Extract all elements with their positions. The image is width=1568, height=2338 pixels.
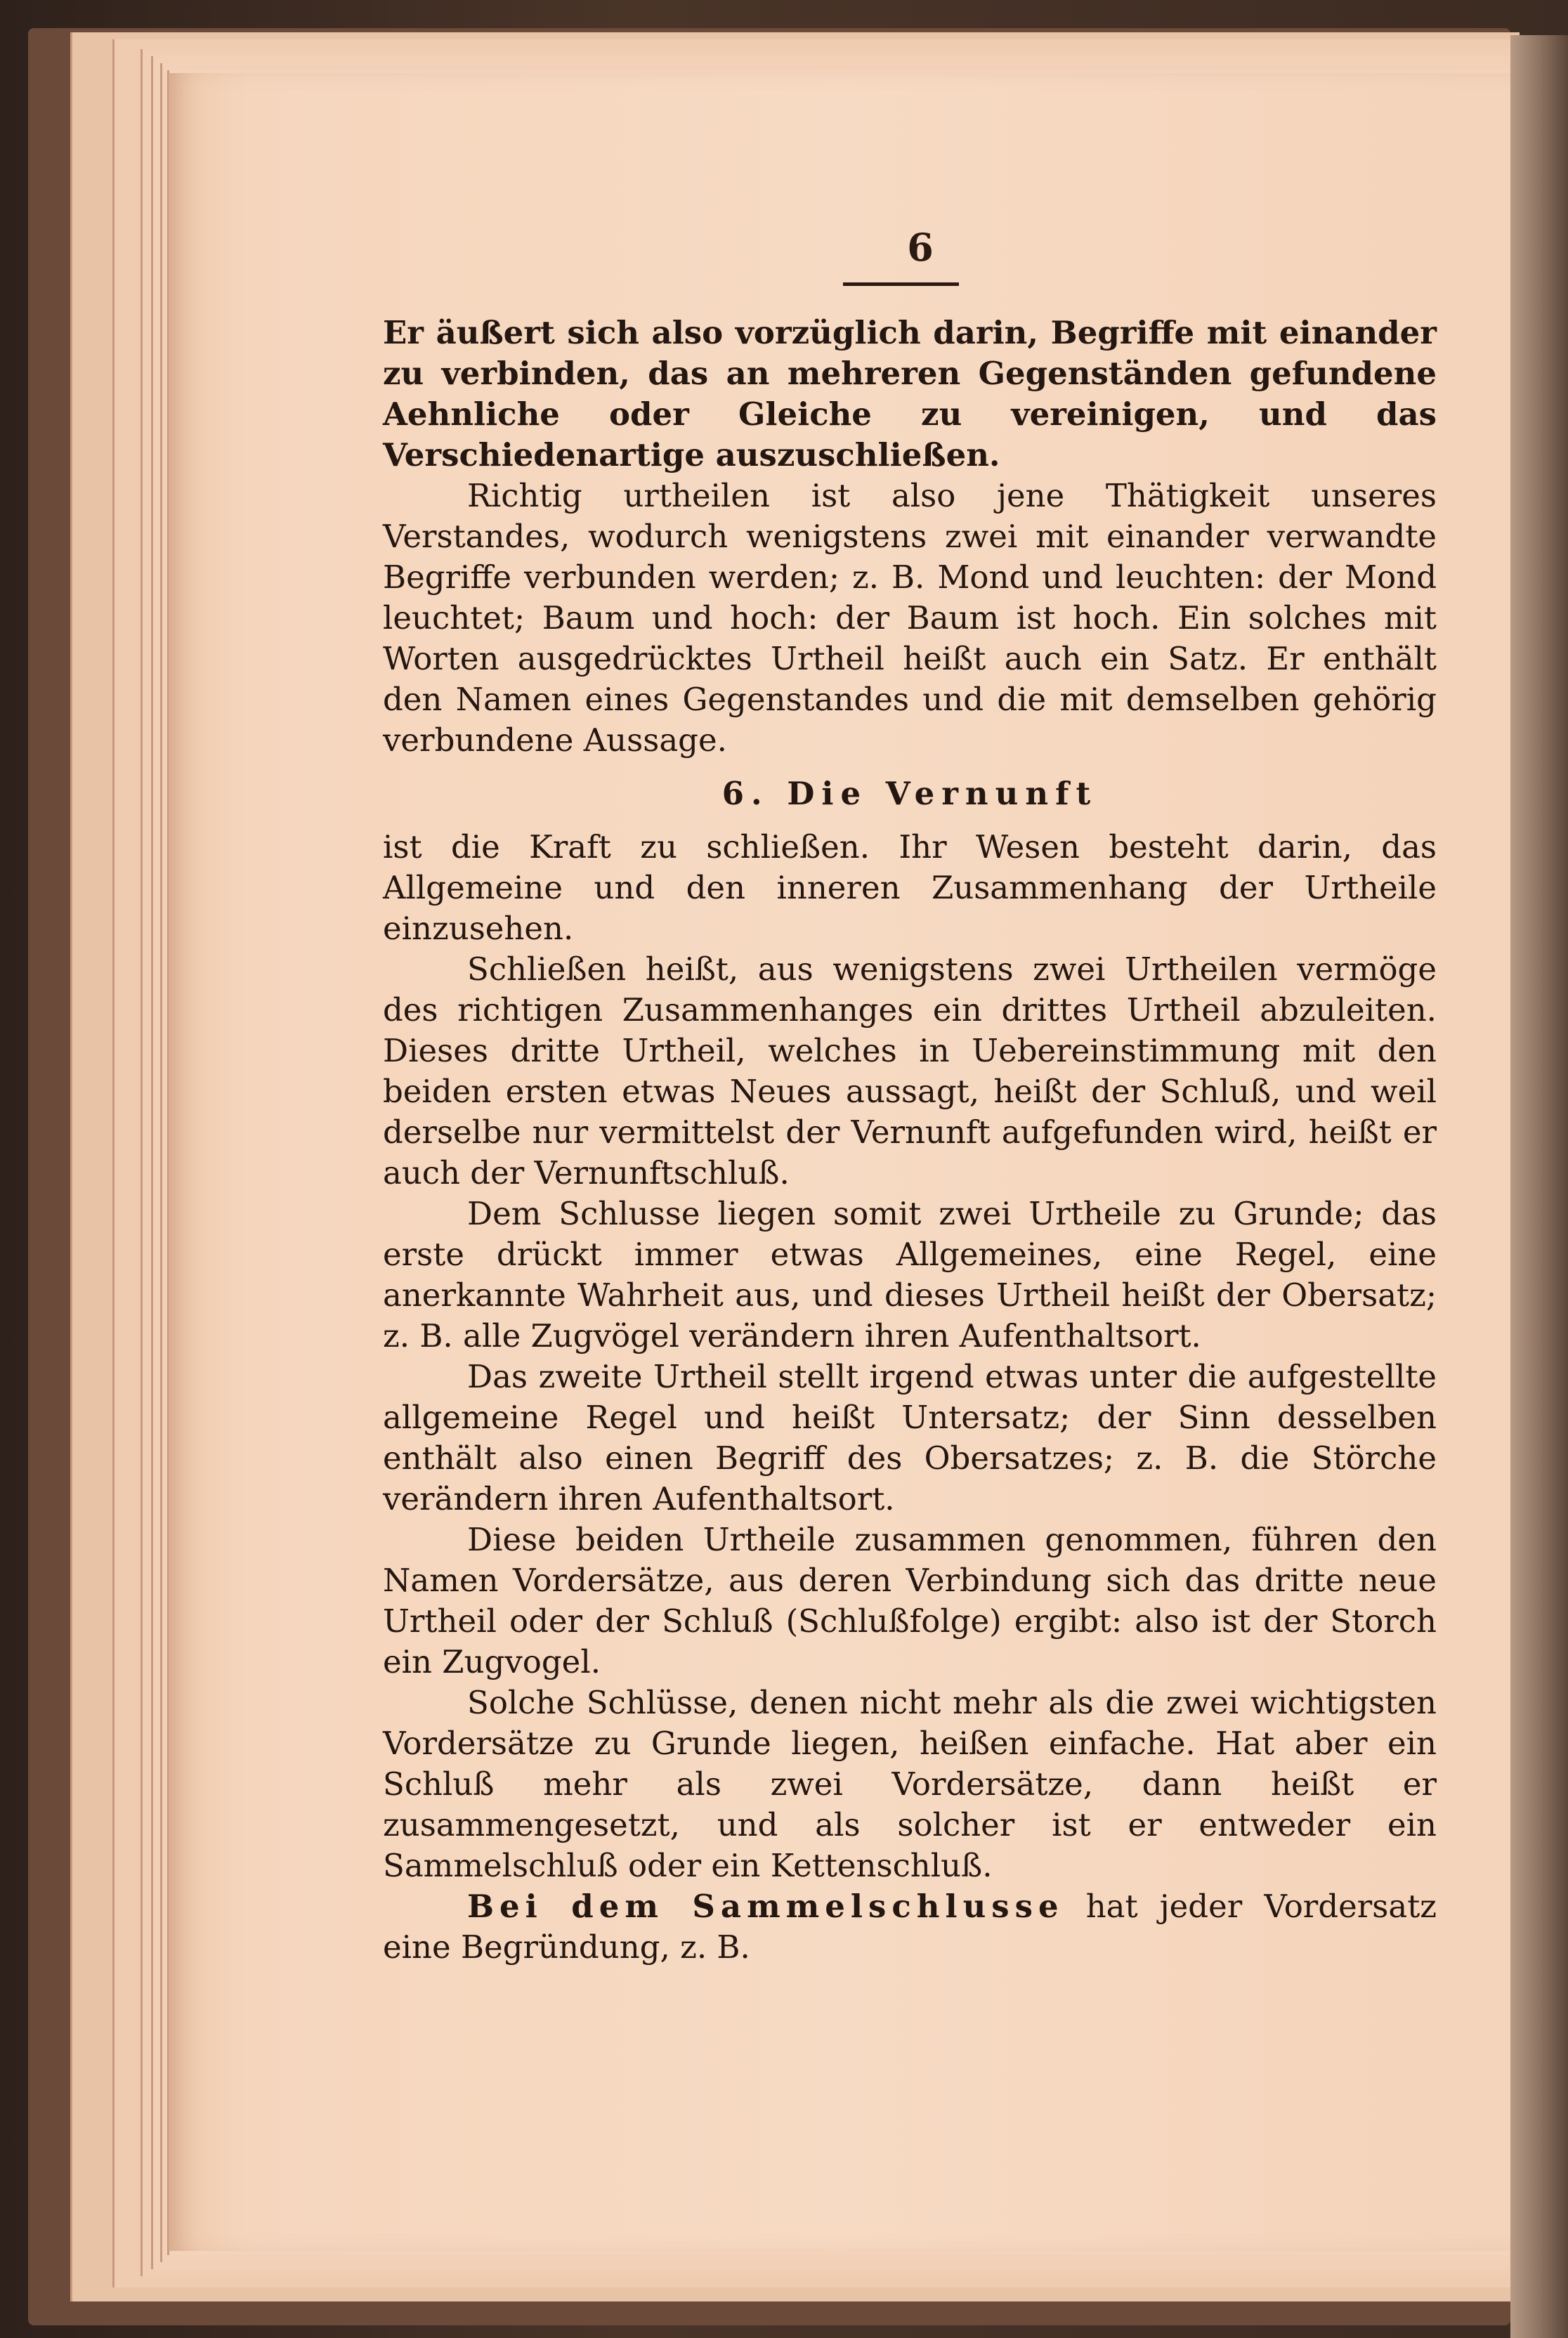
paragraph-rest: hat jeder Vordersatz eine Begründung, z. B. <box>383 1888 1437 1966</box>
paragraph <box>383 1886 1437 1968</box>
section-heading: 6. Die Vernunft <box>721 775 1098 812</box>
paragraph: Er äußert sich also vorzüglich darin, Begriffe mit einander zu verbinden, das an mehreren Gegenständen gefundene Aehnliche oder Gleiche zu vereinigen, und das Verschiedenartige auszuschließen. <box>383 314 1437 474</box>
paragraph: Richtig urtheilen ist also jene Thätigkeit unseres Verstandes, wodurch wenigstens zwei mit einander verwandte Begriffe verbunden werden; z. B. Mond und leuchten: der Mond leuchtet; Baum und hoch: der Baum ist hoch. Ein solches mit Worten ausgedrücktes Urtheil heißt auch ein Satz. Er enthält den Namen eines Gegenstandes und die mit demselben gehörig verbundene Aussage. <box>383 477 1437 759</box>
paragraph: Diese beiden Urtheile zusammen genommen, führen den Namen Vordersätze, aus deren Verbindung sich das dritte neue Urtheil oder der Schluß (Schlußfolge) ergibt: also ist der Storch ein Zugvogel. <box>383 1521 1437 1680</box>
paragraph: Schließen heißt, aus wenigstens zwei Urtheilen vermöge des richtigen Zusammenhanges ein drittes Urtheil abzuleiten. Dieses dritte Urtheil, welches in Uebereinstimmung mit den beiden ersten etwas Neues aussagt, heißt der Schluß, und weil derselbe nur vermittelst der Vernunft aufgefunden wird, heißt er auch der Vernunftschluß. <box>383 951 1437 1191</box>
paragraph: ist die Kraft zu schließen. Ihr Wesen besteht darin, das Allgemeine und den inneren Zusammenhang der Urtheile einzusehen. <box>383 828 1437 947</box>
page-number: 6 <box>907 225 934 270</box>
paragraph: Das zweite Urtheil stellt irgend etwas unter die aufgestellte allgemeine Regel und heißt Untersatz; der Sinn desselben enthält also einen Begriff des Obersatzes; z. B. die Störche verändern ihren Aufenthaltsort. <box>383 1358 1437 1517</box>
paragraph: Solche Schlüsse, denen nicht mehr als die zwei wichtigsten Vordersätze zu Grunde liegen, heißen einfache. Hat aber ein Schluß mehr als zwei Vordersätze, dann heißt er zusammengesetzt, und als solcher ist er entweder ein Sammelschluß oder ein Kettenschluß. <box>383 1684 1437 1884</box>
paragraph: Dem Schlusse liegen somit zwei Urtheile zu Grunde; das erste drückt immer etwas Allgemeines, eine Regel, eine anerkannte Wahrheit aus, und dieses Urtheil heißt der Obersatz; z. B. alle Zugvögel verändern ihren Aufenthaltsort. <box>383 1195 1437 1354</box>
page-number-underline <box>843 282 959 286</box>
spaced-term: Bei dem Sammelschlusse <box>467 1888 1064 1925</box>
page-text <box>383 313 1437 1968</box>
adjacent-page-edge <box>1510 35 1568 2338</box>
